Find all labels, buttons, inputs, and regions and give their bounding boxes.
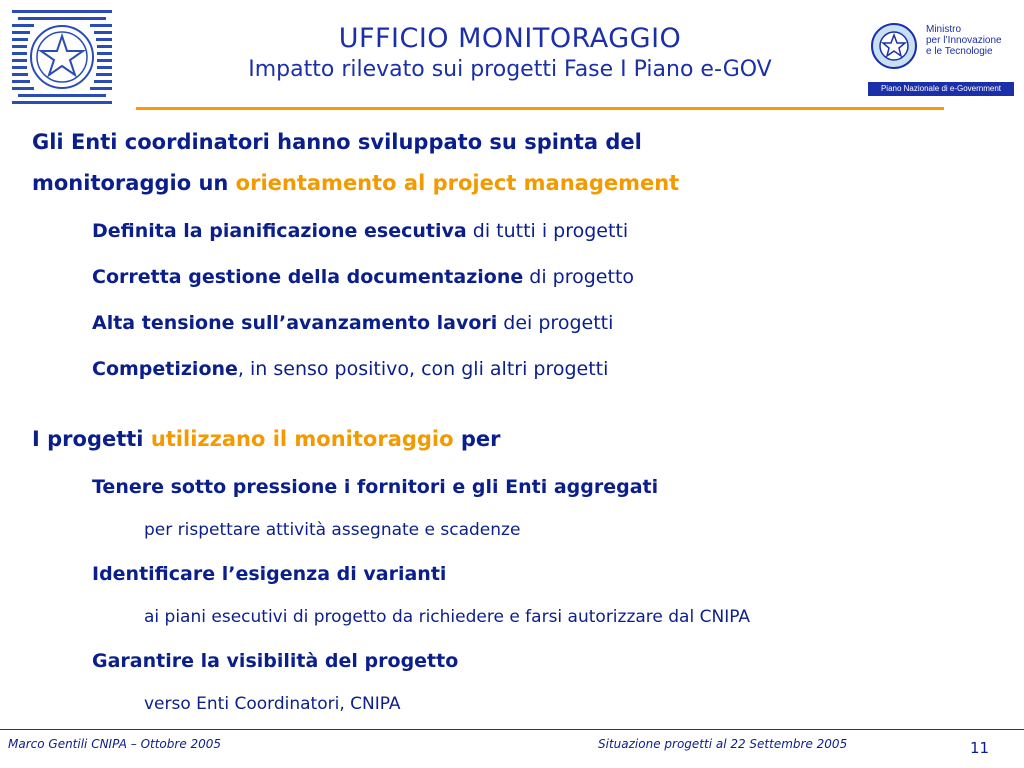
section2-item-title: Identificare l’esigenza di varianti xyxy=(92,563,447,585)
section1-item xyxy=(92,266,634,288)
section2-item-detail: verso Enti Coordinatori, CNIPA xyxy=(144,694,401,714)
item-rest: dei progetti xyxy=(497,312,614,334)
item-rest: , in senso positivo, con gli altri progetti xyxy=(237,358,609,380)
section2-heading xyxy=(32,427,501,451)
section2-heading-highlight: utilizzano il monitoraggio xyxy=(150,427,454,451)
section2-item-detail: ai piani esecutivi di progetto da richiedere e farsi autorizzare dal CNIPA xyxy=(144,607,750,627)
ministry-line-2: per l’Innovazione xyxy=(926,35,1002,46)
footer-divider xyxy=(0,729,1024,730)
section1-item xyxy=(92,312,613,334)
section2-item-title: Garantire la visibilità del progetto xyxy=(92,650,459,672)
ministry-logo xyxy=(868,18,1014,98)
item-bold: Competizione xyxy=(92,358,238,380)
egov-plan-bar: Piano Nazionale di e-Government xyxy=(868,82,1014,96)
ministry-name xyxy=(926,24,1002,57)
section2-item-detail: per rispettare attività assegnate e scadenze xyxy=(144,520,521,540)
section1-heading-pre: monitoraggio un xyxy=(32,171,236,195)
item-bold: Corretta gestione della documentazione xyxy=(92,266,524,288)
item-bold: Alta tensione sull’avanzamento lavori xyxy=(92,312,498,334)
section1-heading-line2 xyxy=(32,171,679,195)
section1-heading-line1: Gli Enti coordinatori hanno sviluppato su spinta del xyxy=(32,130,642,154)
italian-republic-emblem-logo xyxy=(8,6,116,112)
item-rest: di tutti i progetti xyxy=(466,220,629,242)
ministry-line-3: e le Tecnologie xyxy=(926,46,993,57)
title-divider xyxy=(136,107,944,110)
section2-heading-post: per xyxy=(453,427,501,451)
footer-author: Marco Gentili CNIPA – Ottobre 2005 xyxy=(8,737,222,751)
section1-item xyxy=(92,358,608,380)
ministry-line-1: Ministro xyxy=(926,24,962,35)
section2-heading-pre: I progetti xyxy=(32,427,151,451)
section1-heading-highlight: orientamento al project management xyxy=(235,171,680,195)
title-block xyxy=(160,22,860,84)
section1-item xyxy=(92,220,628,242)
slide-subtitle: Impatto rilevato sui progetti Fase I Piano e-GOV xyxy=(248,57,772,82)
section2-item-title: Tenere sotto pressione i fornitori e gli Enti aggregati xyxy=(92,476,659,498)
item-bold: Definita la pianificazione esecutiva xyxy=(92,220,467,242)
page-number: 11 xyxy=(970,739,990,757)
ministry-seal-icon xyxy=(868,18,924,78)
item-rest: di progetto xyxy=(523,266,635,288)
footer-status: Situazione progetti al 22 Settembre 2005 xyxy=(598,737,848,751)
slide-title: UFFICIO MONITORAGGIO xyxy=(338,23,682,54)
